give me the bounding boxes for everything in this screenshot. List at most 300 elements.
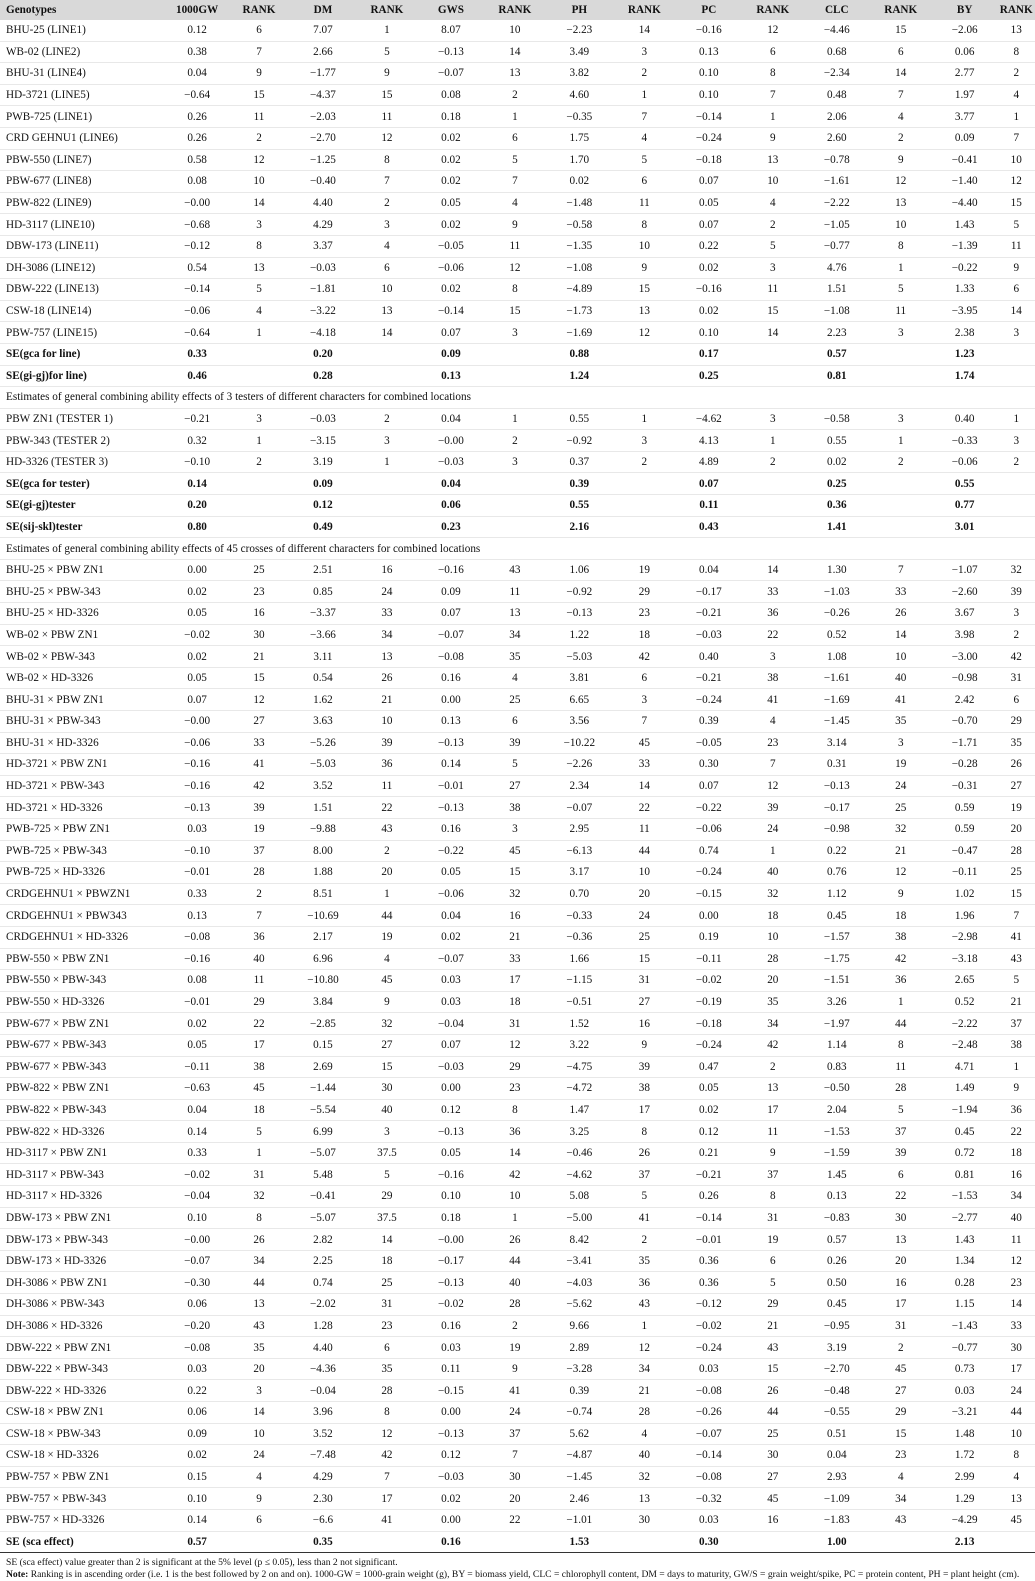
value-cell: 11 [742,1121,804,1143]
value-cell: −5.54 [290,1099,356,1121]
value-cell: 0.14 [166,1121,227,1143]
se-value-cell [613,365,676,387]
value-cell: 36 [870,970,932,992]
value-cell: 33 [997,1315,1035,1337]
value-cell: 25 [870,797,932,819]
value-cell: −0.20 [166,1315,227,1337]
value-cell: −0.21 [676,667,742,689]
value-cell: 0.02 [418,279,484,301]
se-value-cell: 0.11 [676,495,742,517]
value-cell: −0.01 [166,991,227,1013]
genotype-cell: CSW-18 × HD-3326 [0,1445,166,1467]
table-row [0,991,1035,1013]
value-cell: −0.06 [418,883,484,905]
value-cell: 2 [870,127,932,149]
note-text: Ranking is in ascending order (i.e. 1 is the best followed by 2 on and on). 1000-GW = 1000-grain weight (g), BY = biomass yield, CLC = chlorophyll content, DM = days to maturity, GW/S = grain weight/spike, PC = protein content, PH = plant height (cm). [28,1569,1020,1581]
se-value-cell [870,1531,932,1553]
value-cell: −0.16 [676,20,742,41]
value-cell: 14 [484,41,546,63]
value-cell: 0.02 [418,926,484,948]
value-cell: 3 [613,41,676,63]
value-cell: 34 [870,1488,932,1510]
table-row [0,797,1035,819]
table-row [0,1078,1035,1100]
value-cell: 10 [613,235,676,257]
value-cell: 3 [742,408,804,430]
value-cell: −0.22 [932,257,998,279]
se-value-cell: 0.20 [166,495,227,517]
section-heading: Estimates of general combining ability effects of 45 crosses of different characters for combined locations [0,538,1035,560]
value-cell: 0.03 [676,1509,742,1531]
value-cell: −3.37 [290,603,356,625]
se-value-cell: 0.36 [804,495,870,517]
value-cell: −1.01 [546,1509,613,1531]
value-cell: 1.66 [546,948,613,970]
value-cell: 0.39 [546,1380,613,1402]
se-value-cell: 0.80 [166,516,227,538]
se-value-cell: 0.57 [166,1531,227,1553]
value-cell: −1.75 [804,948,870,970]
value-cell: −0.11 [932,862,998,884]
table-row [0,1229,1035,1251]
genotype-cell: DBW-173 × PBW ZN1 [0,1207,166,1229]
value-cell: 8 [870,1034,932,1056]
value-cell: 13 [997,1488,1035,1510]
table-row [0,1380,1035,1402]
value-cell: 24 [356,581,418,603]
value-cell: −0.16 [166,775,227,797]
genotype-cell: CRD GEHNU1 (LINE6) [0,127,166,149]
value-cell: 22 [613,797,676,819]
value-cell: 27 [484,775,546,797]
value-cell: −2.85 [290,1013,356,1035]
genotype-cell: PBW-677 (LINE8) [0,171,166,193]
value-cell: −6.13 [546,840,613,862]
value-cell: 36 [484,1121,546,1143]
value-cell: 38 [742,667,804,689]
value-cell: −0.08 [418,646,484,668]
value-cell: 0.10 [676,322,742,344]
value-cell: 0.85 [290,581,356,603]
value-cell: 7 [613,711,676,733]
value-cell: 22 [997,1121,1035,1143]
value-cell: −5.07 [290,1207,356,1229]
value-cell: 15 [484,862,546,884]
value-cell: 39 [742,797,804,819]
value-cell: 5 [870,1099,932,1121]
value-cell: 23 [997,1272,1035,1294]
value-cell: 4 [613,1423,676,1445]
value-cell: 0.13 [804,1186,870,1208]
value-cell: 28 [356,1380,418,1402]
value-cell: 6 [356,257,418,279]
value-cell: 1.02 [932,883,998,905]
value-cell: 44 [870,1013,932,1035]
value-cell: −0.98 [932,667,998,689]
value-cell: 13 [742,149,804,171]
value-cell: 1.75 [546,127,613,149]
value-cell: 1.52 [546,1013,613,1035]
table-row [0,1056,1035,1078]
value-cell: 5.62 [546,1423,613,1445]
value-cell: 23 [870,1445,932,1467]
value-cell: −1.53 [804,1121,870,1143]
value-cell: 10 [870,214,932,236]
value-cell: −0.11 [676,948,742,970]
value-cell: −10.69 [290,905,356,927]
value-cell: 0.14 [418,754,484,776]
value-cell: 15 [613,948,676,970]
abbreviation-note [6,1569,1029,1581]
value-cell: 0.02 [418,214,484,236]
genotype-cell: WB-02 × PBW-343 [0,646,166,668]
value-cell: 1.29 [932,1488,998,1510]
genotype-cell: CSW-18 × PBW ZN1 [0,1402,166,1424]
value-cell: 18 [997,1142,1035,1164]
genotype-cell: BHU-25 × HD-3326 [0,603,166,625]
value-cell: 28 [997,840,1035,862]
value-cell: 18 [356,1250,418,1272]
value-cell: −1.43 [932,1315,998,1337]
value-cell: −0.06 [418,257,484,279]
value-cell: 4.40 [290,192,356,214]
se-value-cell: 1.53 [546,1531,613,1553]
value-cell: 0.36 [676,1272,742,1294]
value-cell: −1.35 [546,235,613,257]
value-cell: 10 [997,149,1035,171]
value-cell: 15 [742,1358,804,1380]
value-cell: 2 [997,451,1035,473]
value-cell: 0.52 [804,624,870,646]
value-cell: −0.02 [166,624,227,646]
value-cell: −0.58 [804,408,870,430]
value-cell: 12 [356,1423,418,1445]
value-cell: 12 [613,1337,676,1359]
value-cell: 3.14 [804,732,870,754]
se-value-cell: 0.12 [290,495,356,517]
value-cell: 43 [228,1315,290,1337]
value-cell: 0.05 [418,1142,484,1164]
value-cell: 28 [742,948,804,970]
value-cell: 1 [484,1207,546,1229]
value-cell: 0.59 [932,818,998,840]
value-cell: −4.89 [546,279,613,301]
value-cell: 1.48 [932,1423,998,1445]
table-row [0,818,1035,840]
value-cell: 13 [228,1294,290,1316]
genotype-cell: PBW-677 × PBW-343 [0,1056,166,1078]
value-cell: 12 [870,862,932,884]
value-cell: 0.12 [418,1099,484,1121]
value-cell: 25 [356,1272,418,1294]
value-cell: 31 [613,970,676,992]
value-cell: 1 [484,408,546,430]
value-cell: 5 [484,754,546,776]
value-cell: 5 [484,149,546,171]
table-row [0,322,1035,344]
genotype-cell: DBW-222 (LINE13) [0,279,166,301]
value-cell: 3.25 [546,1121,613,1143]
value-cell: 9.66 [546,1315,613,1337]
value-cell: −0.17 [676,581,742,603]
value-cell: 10 [613,862,676,884]
table-row [0,1466,1035,1488]
genotype-cell: HD-3117 (LINE10) [0,214,166,236]
se-value-cell: 2.16 [546,516,613,538]
se-value-cell [484,516,546,538]
value-cell: 0.26 [676,1186,742,1208]
value-cell: −0.07 [546,797,613,819]
genotype-cell: DBW-222 × PBW ZN1 [0,1337,166,1359]
value-cell: −1.59 [804,1142,870,1164]
value-cell: 0.48 [804,84,870,106]
value-cell: 4 [613,127,676,149]
value-cell: 32 [997,559,1035,581]
value-cell: 0.39 [676,711,742,733]
value-cell: 3 [356,214,418,236]
se-row [0,473,1035,495]
value-cell: −1.08 [546,257,613,279]
value-cell: 38 [484,797,546,819]
value-cell: −0.02 [166,1164,227,1186]
value-cell: −2.06 [932,20,998,41]
value-cell: 23 [742,732,804,754]
value-cell: −2.22 [932,1013,998,1035]
value-cell: 2 [997,624,1035,646]
value-cell: 6 [997,279,1035,301]
genotype-cell: HD-3326 (TESTER 3) [0,451,166,473]
value-cell: 41 [228,754,290,776]
value-cell: 0.31 [804,754,870,776]
value-cell: −0.24 [676,127,742,149]
value-cell: 24 [870,775,932,797]
value-cell: 3 [228,408,290,430]
value-cell: 9 [870,883,932,905]
value-cell: 35 [997,732,1035,754]
genotype-cell: BHU-31 × HD-3326 [0,732,166,754]
value-cell: 40 [870,667,932,689]
value-cell: 2 [484,1315,546,1337]
value-cell: −4.37 [290,84,356,106]
value-cell: 0.47 [676,1056,742,1078]
se-value-cell [356,495,418,517]
se-value-cell: 0.39 [546,473,613,495]
value-cell: 39 [997,581,1035,603]
value-cell: 0.13 [166,905,227,927]
value-cell: −0.06 [676,818,742,840]
genotype-cell: PBW-677 × PBW-343 [0,1034,166,1056]
value-cell: −2.03 [290,106,356,128]
se-value-cell: 0.35 [290,1531,356,1553]
value-cell: −3.95 [932,300,998,322]
value-cell: 21 [484,926,546,948]
value-cell: 6 [484,711,546,733]
table-row [0,408,1035,430]
value-cell: 14 [997,300,1035,322]
value-cell: 4 [742,711,804,733]
table-row [0,926,1035,948]
value-cell: 5 [228,1121,290,1143]
value-cell: −1.08 [804,300,870,322]
value-cell: 29 [997,711,1035,733]
value-cell: 24 [484,1402,546,1424]
value-cell: 1.47 [546,1099,613,1121]
value-cell: 27 [613,991,676,1013]
genotype-cell: PWB-725 (LINE1) [0,106,166,128]
se-value-cell [228,365,290,387]
genotype-cell: DBW-173 × PBW-343 [0,1229,166,1251]
value-cell: 0.55 [546,408,613,430]
value-cell: 40 [356,1099,418,1121]
se-value-cell: 0.20 [290,343,356,365]
value-cell: 28 [870,1078,932,1100]
se-value-cell [742,1531,804,1553]
value-cell: −2.60 [932,581,998,603]
value-cell: 16 [356,559,418,581]
se-label-cell: SE (sca effect) [0,1531,166,1553]
value-cell: 0.57 [804,1229,870,1251]
table-row [0,689,1035,711]
se-value-cell: 0.57 [804,343,870,365]
value-cell: 8.00 [290,840,356,862]
value-cell: −1.45 [804,711,870,733]
genotype-cell: PBW-550 × HD-3326 [0,991,166,1013]
se-value-cell [484,343,546,365]
value-cell: −5.26 [290,732,356,754]
value-cell: 29 [228,991,290,1013]
value-cell: 3 [484,322,546,344]
value-cell: 0.22 [804,840,870,862]
se-value-cell [997,473,1035,495]
value-cell: 0.07 [418,603,484,625]
se-value-cell [742,473,804,495]
table-row [0,41,1035,63]
value-cell: −1.61 [804,171,870,193]
value-cell: −0.04 [418,1013,484,1035]
value-cell: 8.42 [546,1229,613,1251]
value-cell: 4 [870,106,932,128]
value-cell: −2.98 [932,926,998,948]
value-cell: −0.07 [166,1250,227,1272]
value-cell: 18 [484,991,546,1013]
value-cell: 41 [742,689,804,711]
value-cell: 30 [613,1509,676,1531]
value-cell: 0.22 [166,1380,227,1402]
value-cell: 7 [997,905,1035,927]
table-notes [0,1553,1035,1581]
value-cell: −0.10 [166,840,227,862]
table-header-row [0,0,1035,20]
value-cell: 2 [742,451,804,473]
value-cell: 1.45 [804,1164,870,1186]
value-cell: −0.03 [418,1056,484,1078]
value-cell: 3.98 [932,624,998,646]
value-cell: 32 [870,818,932,840]
value-cell: 0.38 [166,41,227,63]
value-cell: 1.15 [932,1294,998,1316]
value-cell: 1 [742,430,804,452]
se-value-cell: 0.14 [166,473,227,495]
value-cell: 24 [742,818,804,840]
value-cell: −0.16 [676,279,742,301]
se-value-cell: 0.06 [418,495,484,517]
table-row [0,905,1035,927]
genotype-cell: CRDGEHNU1 × HD-3326 [0,926,166,948]
value-cell: 1.33 [932,279,998,301]
se-value-cell [228,516,290,538]
value-cell: −0.04 [290,1380,356,1402]
value-cell: 10 [356,711,418,733]
genotype-cell: BHU-31 × PBW-343 [0,711,166,733]
value-cell: 4 [870,1466,932,1488]
value-cell: −3.28 [546,1358,613,1380]
value-cell: 12 [742,775,804,797]
value-cell: 12 [997,171,1035,193]
value-cell: 0.15 [290,1034,356,1056]
genotype-cell: WB-02 × PBW ZN1 [0,624,166,646]
value-cell: 42 [228,775,290,797]
genotype-cell: DH-3086 × PBW ZN1 [0,1272,166,1294]
value-cell: 14 [997,1294,1035,1316]
value-cell: 9 [742,127,804,149]
value-cell: 36 [742,603,804,625]
value-cell: 42 [870,948,932,970]
value-cell: −1.51 [804,970,870,992]
value-cell: −0.07 [418,948,484,970]
value-cell: 0.06 [166,1294,227,1316]
value-cell: 13 [356,646,418,668]
value-cell: 14 [484,1142,546,1164]
value-cell: −0.83 [804,1207,870,1229]
value-cell: −0.41 [290,1186,356,1208]
genotype-cell: HD-3117 × PBW-343 [0,1164,166,1186]
table-row [0,1186,1035,1208]
value-cell: −0.14 [676,106,742,128]
value-cell: 4 [742,192,804,214]
genotype-cell: HD-3721 × PBW-343 [0,775,166,797]
value-cell: 2.93 [804,1466,870,1488]
value-cell: 19 [228,818,290,840]
value-cell: 36 [997,1099,1035,1121]
value-cell: −0.03 [676,624,742,646]
value-cell: −0.95 [804,1315,870,1337]
value-cell: 21 [613,1380,676,1402]
value-cell: −0.05 [418,235,484,257]
value-cell: 23 [484,1078,546,1100]
value-cell: 22 [484,1509,546,1531]
value-cell: −0.32 [676,1488,742,1510]
se-value-cell [742,495,804,517]
genotype-cell: BHU-31 (LINE4) [0,63,166,85]
value-cell: −0.35 [546,106,613,128]
value-cell: −0.74 [546,1402,613,1424]
value-cell: 11 [484,235,546,257]
value-cell: 37 [742,1164,804,1186]
value-cell: 3.37 [290,235,356,257]
value-cell: −3.21 [932,1402,998,1424]
value-cell: 0.00 [418,1509,484,1531]
value-cell: −2.23 [546,20,613,41]
value-cell: 0.18 [418,106,484,128]
value-cell: −2.34 [804,63,870,85]
value-cell: 0.73 [932,1358,998,1380]
value-cell: 13 [742,1078,804,1100]
value-cell: 0.03 [676,1358,742,1380]
se-value-cell: 0.33 [166,343,227,365]
value-cell: 0.04 [166,63,227,85]
value-cell: −0.98 [804,818,870,840]
se-value-cell: 0.88 [546,343,613,365]
